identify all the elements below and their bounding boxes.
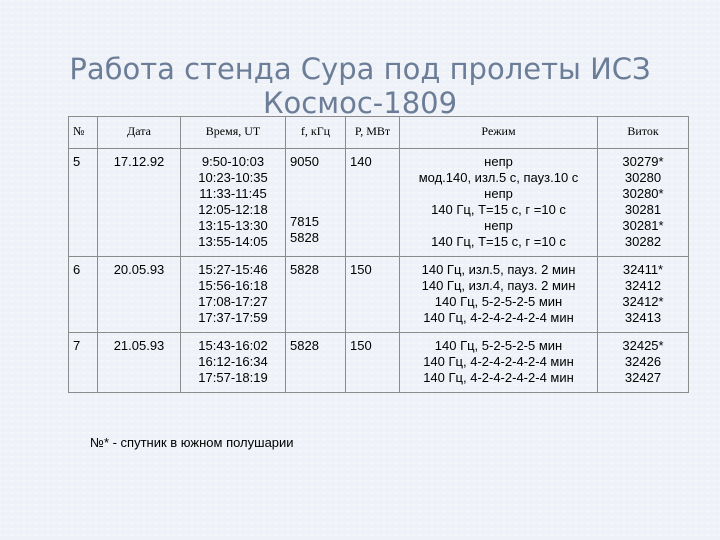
slide-title: Работа стенда Сура под пролеты ИСЗ Космос-1809 bbox=[69, 52, 651, 120]
cell-orbits bbox=[598, 149, 689, 257]
table-row bbox=[69, 257, 689, 333]
orbit-number: 30281* bbox=[622, 218, 664, 233]
frequency-value: 5828 bbox=[290, 230, 319, 245]
cell-frequency: 5828 bbox=[286, 257, 346, 333]
header-date: Дата bbox=[98, 117, 181, 149]
cell-number: 5 bbox=[69, 149, 98, 257]
header-power: P, МВт bbox=[346, 117, 400, 149]
cell-times bbox=[181, 257, 286, 333]
mode-line: непр bbox=[484, 154, 513, 169]
mode-line: 140 Гц, изл.4, пауз. 2 мин bbox=[421, 278, 576, 293]
mode-line: непр bbox=[484, 218, 513, 233]
cell-number: 6 bbox=[69, 257, 98, 333]
time-range: 10:23-10:35 bbox=[198, 170, 268, 185]
cell-modes bbox=[400, 333, 598, 393]
mode-line: 140 Гц, 5-2-5-2-5 мин bbox=[434, 294, 563, 309]
orbit-number: 32411* bbox=[622, 262, 664, 277]
cell-date: 17.12.92 bbox=[98, 149, 181, 257]
mode-line: 140 Гц, T=15 с, г =10 с bbox=[431, 202, 566, 217]
cell-frequency: 5828 bbox=[286, 333, 346, 393]
frequency-value: 7815 bbox=[290, 214, 319, 229]
cell-power: 140 bbox=[346, 149, 400, 257]
cell-frequency bbox=[286, 149, 346, 257]
frequency-value: 9050 bbox=[290, 154, 319, 169]
mode-line: непр bbox=[484, 186, 513, 201]
orbit-number: 32426 bbox=[624, 354, 662, 369]
data-table bbox=[68, 116, 689, 393]
orbit-number: 32425* bbox=[622, 338, 664, 353]
cell-number: 7 bbox=[69, 333, 98, 393]
orbit-number: 30279* bbox=[622, 154, 664, 169]
cell-orbits bbox=[598, 333, 689, 393]
cell-modes bbox=[400, 149, 598, 257]
cell-power: 150 bbox=[346, 257, 400, 333]
mode-line: мод.140, изл.5 с, пауз.10 с bbox=[418, 170, 579, 185]
orbit-number: 32427 bbox=[624, 370, 662, 385]
time-range: 12:05-12:18 bbox=[198, 202, 268, 217]
cell-date: 20.05.93 bbox=[98, 257, 181, 333]
time-range: 11:33-11:45 bbox=[199, 186, 267, 201]
orbit-number: 30281 bbox=[624, 202, 662, 217]
orbit-number: 32413 bbox=[624, 310, 662, 325]
header-frequency: f, кГц bbox=[286, 117, 346, 149]
orbit-number: 32412 bbox=[624, 278, 662, 293]
cell-times bbox=[181, 149, 286, 257]
time-range: 9:50-10:03 bbox=[201, 154, 265, 169]
time-range: 17:57-18:19 bbox=[198, 370, 268, 385]
cell-modes bbox=[400, 257, 598, 333]
cell-power: 150 bbox=[346, 333, 400, 393]
mode-line: 140 Гц, 5-2-5-2-5 мин bbox=[434, 338, 563, 353]
footnote: №* - спутник в южном полушарии bbox=[90, 435, 294, 450]
time-range: 17:08-17:27 bbox=[198, 294, 268, 309]
frequency-value-group bbox=[290, 214, 341, 246]
table-row bbox=[69, 149, 689, 257]
mode-line: 140 Гц, 4-2-4-2-4-2-4 мин bbox=[423, 354, 574, 369]
cell-times bbox=[181, 333, 286, 393]
time-range: 13:15-13:30 bbox=[198, 218, 268, 233]
table-header-row bbox=[69, 117, 689, 149]
mode-line: 140 Гц, 4-2-4-2-4-2-4 мин bbox=[423, 370, 574, 385]
table-row bbox=[69, 333, 689, 393]
header-time: Время, UT bbox=[181, 117, 286, 149]
time-range: 17:37-17:59 bbox=[198, 310, 268, 325]
mode-line: 140 Гц, изл.5, пауз. 2 мин bbox=[421, 262, 576, 277]
cell-orbits bbox=[598, 257, 689, 333]
time-range: 16:12-16:34 bbox=[198, 354, 268, 369]
time-range: 15:27-15:46 bbox=[198, 262, 268, 277]
time-range: 13:55-14:05 bbox=[198, 234, 268, 249]
time-range: 15:56-16:18 bbox=[198, 278, 268, 293]
orbit-number: 30280* bbox=[622, 186, 664, 201]
mode-line: 140 Гц, T=15 с, г =10 с bbox=[431, 234, 566, 249]
mode-line: 140 Гц, 4-2-4-2-4-2-4 мин bbox=[423, 310, 574, 325]
header-orbit: Виток bbox=[598, 117, 689, 149]
header-mode: Режим bbox=[400, 117, 598, 149]
time-range: 15:43-16:02 bbox=[198, 338, 268, 353]
cell-date: 21.05.93 bbox=[98, 333, 181, 393]
orbit-number: 32412* bbox=[622, 294, 664, 309]
header-number: № bbox=[69, 117, 98, 149]
orbit-number: 30280 bbox=[624, 170, 662, 185]
orbit-number: 30282 bbox=[624, 234, 662, 249]
